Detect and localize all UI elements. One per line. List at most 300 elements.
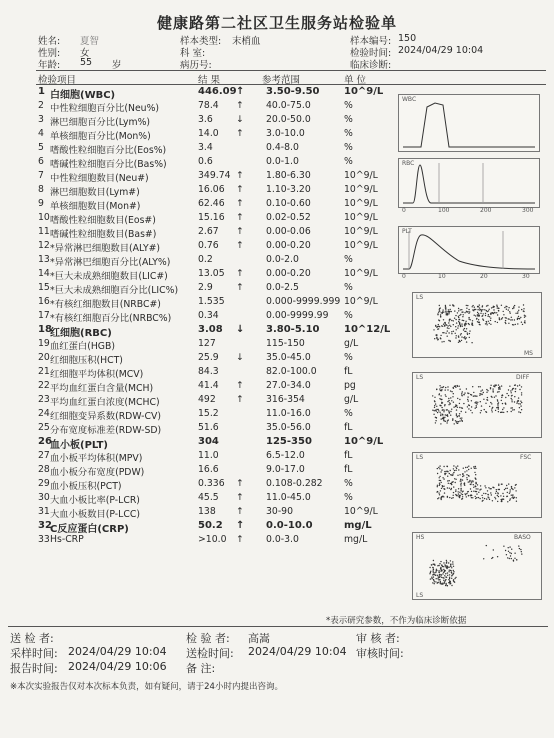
- test-name: 红细胞变异系数(RDW-CV): [50, 411, 161, 422]
- scatter-dot: [456, 329, 457, 330]
- scatter-dot: [456, 421, 457, 422]
- test-result: 45.5: [198, 492, 219, 503]
- scatter-dot: [450, 411, 451, 412]
- scatter-dot: [495, 410, 496, 411]
- col-result: 结 果: [198, 75, 221, 86]
- scatter-dot: [434, 407, 435, 408]
- scatter-dot: [458, 496, 459, 497]
- scatter-dot: [448, 483, 449, 484]
- scatter-dot: [472, 412, 473, 413]
- scatter-dot: [473, 396, 474, 397]
- scatter-dot: [450, 415, 451, 416]
- scatter-dot: [482, 309, 483, 310]
- scatter-dot: [463, 320, 464, 321]
- scatter-dot: [488, 310, 489, 311]
- scatter-dot: [496, 312, 497, 313]
- scatter-dot: [467, 491, 468, 492]
- scatter-dot: [455, 491, 456, 492]
- scatter-dot: [465, 331, 466, 332]
- scatter-dot: [510, 489, 511, 490]
- col-item: 检验项目: [38, 75, 77, 86]
- scatter-dot: [438, 492, 439, 493]
- test-name: C反应蛋白(CRP): [50, 524, 129, 535]
- scatter-dot: [467, 399, 468, 400]
- scatter-dot: [509, 546, 510, 547]
- scatter-dot: [498, 387, 499, 388]
- scatter-dot: [497, 322, 498, 323]
- report-time-label: 报告时间:: [10, 662, 58, 675]
- scatter-dot: [440, 574, 441, 575]
- scatter-dot: [469, 337, 470, 338]
- abnormal-flag: ↑: [236, 478, 244, 489]
- scatter-dot: [443, 562, 444, 563]
- scatter-dot: [498, 308, 499, 309]
- scatter-dot: [467, 406, 468, 407]
- scatter-dot: [497, 404, 498, 405]
- abnormal-flag: ↓: [236, 352, 244, 363]
- scatter-dot: [445, 583, 446, 584]
- scatter-dot: [451, 567, 452, 568]
- scatter-dot: [512, 495, 513, 496]
- scatter-dot: [473, 392, 474, 393]
- reference-range: 9.0-17.0: [266, 464, 305, 475]
- scatter-dot: [482, 315, 483, 316]
- scatter-dot: [454, 470, 455, 471]
- scatter-dot: [449, 305, 450, 306]
- sample-time-label: 采样时间:: [10, 647, 58, 660]
- scatter-dot: [450, 397, 451, 398]
- scatter-dot: [448, 562, 449, 563]
- scatter-dot: [444, 322, 445, 323]
- scatter-dot: [508, 551, 509, 552]
- test-unit: mg/L: [344, 520, 372, 531]
- scatter-dot: [461, 493, 462, 494]
- scatter-dot: [451, 572, 452, 573]
- reference-range: 0.0-2.5: [266, 282, 299, 293]
- scatter-dot: [519, 407, 520, 408]
- scatter-dot: [439, 576, 440, 577]
- test-unit: 10^9/L: [344, 184, 378, 195]
- scatter-dot: [496, 491, 497, 492]
- scatter-dot: [511, 392, 512, 393]
- scatter-dot: [453, 571, 454, 572]
- row-number: 9: [38, 198, 44, 209]
- scatter-dot: [444, 489, 445, 490]
- scatter-dot: [443, 566, 444, 567]
- scatter-dot: [474, 472, 475, 473]
- test-unit: %: [344, 114, 353, 125]
- scatter-dot: [446, 565, 447, 566]
- scatter-dot: [502, 499, 503, 500]
- scatter-dot: [515, 391, 516, 392]
- scatter-dot: [436, 491, 437, 492]
- scatter-dot: [458, 308, 459, 309]
- scatter-dot: [516, 403, 517, 404]
- scatter-dot: [510, 555, 511, 556]
- scatter-dot: [448, 400, 449, 401]
- scatter-dot: [517, 313, 518, 314]
- scatter-dot: [508, 547, 509, 548]
- scatter-dot: [486, 305, 487, 306]
- scatter-dot: [449, 570, 450, 571]
- abnormal-flag: ↓: [236, 324, 245, 335]
- scatter-dot: [439, 385, 440, 386]
- scatter-dot: [469, 311, 470, 312]
- scatter-dot: [434, 338, 435, 339]
- scatter-dot: [445, 311, 446, 312]
- scatter-dot: [466, 493, 467, 494]
- scatter-dot: [482, 497, 483, 498]
- row-number: 31: [38, 506, 50, 517]
- scatter-dot: [445, 421, 446, 422]
- scatter-dot: [446, 560, 447, 561]
- reviewer-label: 审 核 者:: [356, 632, 400, 645]
- scatter-dot: [509, 493, 510, 494]
- scatter-dot: [453, 407, 454, 408]
- scatter-dot: [430, 572, 431, 573]
- scatter-dot: [509, 500, 510, 501]
- scatter-dot: [449, 488, 450, 489]
- scatter-dot: [519, 389, 520, 390]
- scatter-dot: [455, 333, 456, 334]
- scatter-dot: [436, 570, 437, 571]
- scatter-dot: [449, 402, 450, 403]
- scatter-dot: [460, 314, 461, 315]
- scatter-dot: [497, 403, 498, 404]
- test-name: 嗜碱性粒细胞百分比(Bas%): [50, 159, 167, 170]
- scatter-dot: [457, 407, 458, 408]
- scatter-dot: [464, 493, 465, 494]
- scatter-dot: [477, 488, 478, 489]
- abnormal-flag: ↑: [236, 534, 244, 545]
- scatter-dot: [437, 578, 438, 579]
- scatter-dot: [466, 311, 467, 312]
- test-unit: 10^9/L: [344, 86, 384, 97]
- scatter-dot: [493, 549, 494, 550]
- scatter-3-fsc-label: FSC: [520, 454, 532, 461]
- scatter-dot: [463, 314, 464, 315]
- scatter-dot: [453, 393, 454, 394]
- scatter-dot: [520, 549, 521, 550]
- scatter-dot: [442, 309, 443, 310]
- scatter-dot: [454, 478, 455, 479]
- plt-histogram: [398, 226, 540, 274]
- scatter-dot: [518, 400, 519, 401]
- scatter-dot: [475, 395, 476, 396]
- scatter-dot: [451, 575, 452, 576]
- scatter-dot: [516, 559, 517, 560]
- scatter-dot: [458, 421, 459, 422]
- scatter-dot: [483, 313, 484, 314]
- scatter-dot: [446, 577, 447, 578]
- scatter-dot: [511, 487, 512, 488]
- scatter-dot: [516, 497, 517, 498]
- scatter-dot: [490, 318, 491, 319]
- scatter-dot: [446, 409, 447, 410]
- scatter-dot: [483, 392, 484, 393]
- test-unit: mg/L: [344, 534, 368, 545]
- reference-range: 316-354: [266, 394, 305, 405]
- scatter-dot: [511, 486, 512, 487]
- scatter-dot: [523, 304, 524, 305]
- test-result: 78.4: [198, 100, 219, 111]
- reference-range: 0.4-8.0: [266, 142, 299, 153]
- scatter-dot: [458, 337, 459, 338]
- scatter-dot: [467, 479, 468, 480]
- scatter-dot: [441, 389, 442, 390]
- scatter-dot: [470, 410, 471, 411]
- scatter-dot: [514, 401, 515, 402]
- scatter-dot: [460, 485, 461, 486]
- scatter-dot: [512, 407, 513, 408]
- scatter-4-ls-label: LS: [416, 592, 424, 599]
- scatter-4-baso-label: BASO: [514, 534, 531, 541]
- row-number: 23: [38, 394, 50, 405]
- row-number: 13: [38, 254, 50, 265]
- scatter-dot: [511, 395, 512, 396]
- scatter-dot: [441, 403, 442, 404]
- scatter-dot: [515, 384, 516, 385]
- scatter-dot: [455, 404, 456, 405]
- scatter-dot: [503, 407, 504, 408]
- scatter-dot: [433, 576, 434, 577]
- scatter-dot: [445, 573, 446, 574]
- scatter-dot: [459, 407, 460, 408]
- scatter-dot: [480, 390, 481, 391]
- scatter-dot: [480, 401, 481, 402]
- scatter-dot: [431, 578, 432, 579]
- scatter-dot: [478, 313, 479, 314]
- scatter-dot: [440, 415, 441, 416]
- scatter-dot: [459, 474, 460, 475]
- scatter-dot: [439, 579, 440, 580]
- scatter-dot: [466, 477, 467, 478]
- scatter-dot: [511, 398, 512, 399]
- scatter-dot: [448, 571, 449, 572]
- scatter-dot: [466, 305, 467, 306]
- reference-range: 1.80-6.30: [266, 170, 311, 181]
- scatter-dot: [448, 579, 449, 580]
- scatter-dot: [486, 545, 487, 546]
- scatter-dot: [511, 317, 512, 318]
- scatter-dot: [505, 488, 506, 489]
- scatter-dot: [450, 341, 451, 342]
- scatter-dot: [468, 317, 469, 318]
- scatter-dot: [446, 562, 447, 563]
- reference-range: 35.0-45.0: [266, 352, 311, 363]
- scatter-dot: [485, 403, 486, 404]
- scatter-dot: [453, 486, 454, 487]
- scatter-dot: [448, 340, 449, 341]
- scatter-dot: [509, 558, 510, 559]
- scatter-dot: [462, 311, 463, 312]
- scatter-dot: [434, 405, 435, 406]
- scatter-dot: [449, 497, 450, 498]
- scatter-dot: [484, 409, 485, 410]
- scatter-dot: [497, 391, 498, 392]
- scatter-dot: [523, 310, 524, 311]
- scatter-dot: [451, 391, 452, 392]
- scatter-dot: [465, 467, 466, 468]
- test-unit: fL: [344, 422, 353, 433]
- scatter-dot: [439, 485, 440, 486]
- scatter-dot: [471, 481, 472, 482]
- scatter-dot: [442, 584, 443, 585]
- scatter-dot: [502, 412, 503, 413]
- scatter-dot: [502, 403, 503, 404]
- scatter-dot: [465, 324, 466, 325]
- scatter-dot: [458, 488, 459, 489]
- scatter-dot: [462, 494, 463, 495]
- scatter-dot: [472, 320, 473, 321]
- scatter-dot: [477, 312, 478, 313]
- scatter-dot: [457, 416, 458, 417]
- scatter-dot: [505, 397, 506, 398]
- scatter-dot: [449, 582, 450, 583]
- scatter-dot: [441, 341, 442, 342]
- scatter-dot: [437, 582, 438, 583]
- scatter-dot: [494, 497, 495, 498]
- scatter-dot: [451, 400, 452, 401]
- scatter-dot: [518, 397, 519, 398]
- scatter-dot: [481, 405, 482, 406]
- scatter-dot: [524, 320, 525, 321]
- scatter-dot: [460, 334, 461, 335]
- scatter-dot: [439, 574, 440, 575]
- scatter-dot: [499, 388, 500, 389]
- sample-no-label: 样本编号:: [350, 36, 392, 47]
- scatter-dot: [511, 495, 512, 496]
- scatter-dot: [475, 496, 476, 497]
- abnormal-flag: ↑: [236, 506, 244, 517]
- scatter-dot: [490, 314, 491, 315]
- scatter-dot: [506, 485, 507, 486]
- scatter-dot: [518, 310, 519, 311]
- scatter-dot: [438, 324, 439, 325]
- scatter-dot: [475, 478, 476, 479]
- scatter-dot: [433, 569, 434, 570]
- name-value: 夏智: [80, 36, 100, 47]
- scatter-dot: [442, 387, 443, 388]
- test-name: 血小板平均体积(MPV): [50, 453, 143, 464]
- scatter-dot: [455, 337, 456, 338]
- scatter-dot: [515, 388, 516, 389]
- scatter-dot: [441, 469, 442, 470]
- test-result: 446.09: [198, 86, 237, 97]
- row-number: 22: [38, 380, 50, 391]
- scatter-dot: [486, 324, 487, 325]
- row-number: 26: [38, 436, 52, 447]
- scatter-dot: [437, 565, 438, 566]
- scatter-dot: [442, 311, 443, 312]
- scatter-dot: [462, 326, 463, 327]
- scatter-dot: [439, 483, 440, 484]
- scatter-dot: [460, 309, 461, 310]
- scatter-dot: [511, 411, 512, 412]
- reference-range: 125-350: [266, 436, 312, 447]
- scatter-dot: [442, 577, 443, 578]
- scatter-dot: [453, 495, 454, 496]
- scatter-dot: [455, 315, 456, 316]
- scatter-dot: [458, 469, 459, 470]
- scatter-dot: [462, 408, 463, 409]
- scatter-dot: [471, 497, 472, 498]
- scatter-dot: [462, 491, 463, 492]
- review-time-label: 审核时间:: [356, 647, 404, 660]
- row-number: 11: [38, 226, 50, 237]
- scatter-dot: [441, 583, 442, 584]
- test-unit: %: [344, 282, 353, 293]
- scatter-dot: [467, 305, 468, 306]
- scatter-dot: [444, 492, 445, 493]
- row-number: 15: [38, 282, 50, 293]
- scatter-dot: [438, 328, 439, 329]
- scatter-dot: [517, 323, 518, 324]
- reference-range: 0.000-9999.999: [266, 296, 341, 307]
- row-number: 18: [38, 324, 52, 335]
- scatter-dot: [443, 341, 444, 342]
- scatter-dot: [430, 578, 431, 579]
- scatter-dot: [508, 483, 509, 484]
- scatter-dot: [445, 570, 446, 571]
- scatter-dot: [472, 480, 473, 481]
- scatter-dot: [475, 401, 476, 402]
- scatter-dot: [451, 333, 452, 334]
- scatter-dot: [472, 306, 473, 307]
- scatter-dot: [455, 479, 456, 480]
- scatter-dot: [512, 409, 513, 410]
- scatter-dot: [462, 473, 463, 474]
- gender-label: 性别:: [38, 48, 61, 59]
- scatter-dot: [511, 553, 512, 554]
- scatter-dot: [455, 319, 456, 320]
- scatter-dot: [475, 309, 476, 310]
- plt-tick-30: 30: [522, 273, 530, 280]
- scatter-dot: [446, 415, 447, 416]
- scatter-dot: [468, 469, 469, 470]
- scatter-dot: [491, 494, 492, 495]
- scatter-dot: [475, 486, 476, 487]
- scatter-dot: [447, 389, 448, 390]
- reference-range: 30-90: [266, 506, 294, 517]
- scatter-dot: [445, 306, 446, 307]
- scatter-dot: [503, 314, 504, 315]
- scatter-dot: [499, 318, 500, 319]
- test-name: 嗜碱性粒细胞数目(Bas#): [50, 229, 157, 240]
- scatter-dot: [503, 496, 504, 497]
- sample-type-label: 样本类型:: [180, 36, 222, 47]
- test-result: 14.0: [198, 128, 219, 139]
- scatter-dot: [486, 392, 487, 393]
- scatter-dot: [511, 399, 512, 400]
- scatter-dot: [433, 579, 434, 580]
- scatter-dot: [476, 488, 477, 489]
- scatter-dot: [487, 400, 488, 401]
- scatter-dot: [464, 471, 465, 472]
- scatter-dot: [486, 389, 487, 390]
- diagnosis-label: 临床诊断:: [350, 60, 392, 71]
- col-unit: 单 位: [344, 75, 367, 86]
- reference-range: 0.0-1.0: [266, 156, 299, 167]
- scatter-dot: [458, 310, 459, 311]
- row-number: 19: [38, 338, 50, 349]
- scatter-dot: [432, 410, 433, 411]
- scatter-dot: [456, 413, 457, 414]
- scatter-dot: [441, 418, 442, 419]
- scatter-dot: [469, 405, 470, 406]
- scatter-dot: [467, 311, 468, 312]
- scatter-dot: [501, 501, 502, 502]
